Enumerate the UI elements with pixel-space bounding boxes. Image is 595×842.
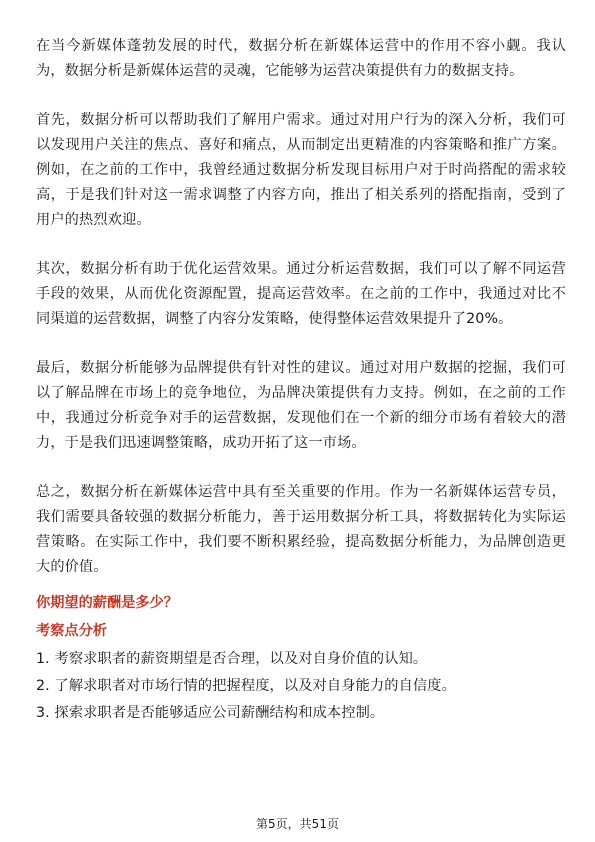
analysis-point: 3. 探索求职者是否能够适应公司薪酬结构和成本控制。 [36, 705, 385, 721]
paragraph-conclusion: 总之，数据分析在新媒体运营中具有至关重要的作用。作为一名新媒体运营专员，我们需要具备较强的数据分析能力，善于运用数据分析工具，将数据转化为实际运营策略。在实际工作中，我们要不断积累经验，提高数据分析能力，为品牌创造更大的价值。 [36, 484, 566, 575]
paragraph-intro: 在当今新媒体蓬勃发展的时代，数据分析在新媒体运营中的作用不容小觑。我认为，数据分析是新媒体运营的灵魂，它能够为运营决策提供有力的数据支持。 [36, 38, 566, 79]
analysis-point: 1. 考察求职者的薪资期望是否合理，以及对自身价值的认知。 [36, 651, 428, 667]
paragraph-first: 首先，数据分析可以帮助我们了解用户需求。通过对用户行为的深入分析，我们可以发现用户关注的焦点、喜好和痛点，从而制定出更精准的内容策略和推广方案。例如，在之前的工作中，我曾经通过数据分析发现目标用户对于时尚搭配的需求较高，于是我们针对这一需求调整了内容方向，推出了相关系列的搭配指南，受到了用户的热烈欢迎。 [36, 112, 566, 228]
section-heading: 考察点分析 [36, 623, 107, 639]
question-heading: 你期望的薪酬是多少？ [36, 595, 178, 611]
page-number-footer: 第5页，共51页 [256, 817, 339, 831]
paragraph-last: 最后，数据分析能够为品牌提供有针对性的建议。通过对用户数据的挖掘，我们可以了解品牌在市场上的竞争地位，为品牌决策提供有力支持。例如，在之前的工作中，我通过分析竞争对手的运营数据，发现他们在一个新的细分市场有着较大的潜力，于是我们迅速调整策略，成功开拓了这一市场。 [36, 360, 566, 451]
paragraph-second: 其次，数据分析有助于优化运营效果。通过分析运营数据，我们可以了解不同运营手段的效果，从而优化资源配置，提高运营效率。在之前的工作中，我通过对比不同渠道的运营数据，调整了内容分发策略，使得整体运营效果提升了20%。 [36, 261, 566, 327]
page-content [36, 34, 566, 727]
analysis-point: 2. 了解求职者对市场行情的把握程度，以及对自身能力的自信度。 [36, 678, 456, 694]
